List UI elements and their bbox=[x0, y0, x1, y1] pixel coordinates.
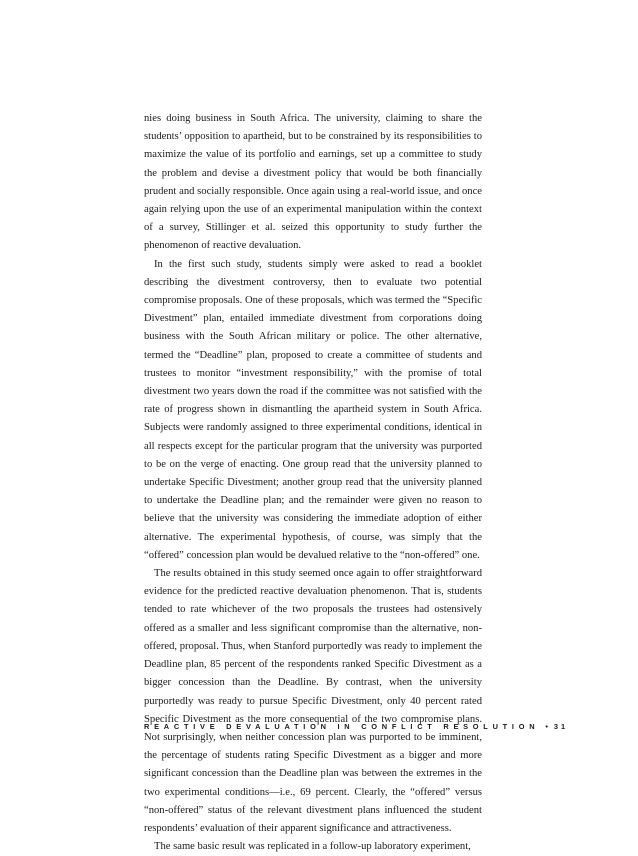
paragraph-3: The results obtained in this study seemed once again to offer straightforward evidence for the predicted reactive devaluation phenomenon. That is, students tended to rate whichever of the two proposals the trustees had ostensively offered as a smaller and less significant compromise than the alternative, non-offered, proposal. Thus, when Stanford purportedly was ready to implement the Deadline plan, 85 percent of the respondents ranked Specific Divestment as a bigger concession than the Deadline. By contrast, when the university purportedly was ready to pursue Specific Divestment, only 40 percent rated Specific Divestment as the more consequential of the two compromise plans. Not surprisingly, when neither concession plan was purported to be imminent, the percentage of students rating Specific Divestment as a bigger and more significant concession than the Deadline plan was between the extremes in the two experimental conditions—i.e., 69 percent. Clearly, the “offered” versus “non-offered” status of the relevant divestment plans influenced the student respondents’ evaluation of their apparent significance and attractiveness. bbox=[144, 568, 482, 834]
page-footer bbox=[144, 722, 569, 731]
paragraph-2: In the first such study, students simply were asked to read a booklet describing the divestment controversy, then to evaluate two potential compromise proposals. One of these proposals, which was termed the “Specific Divestment” plan, entailed immediate divestment from corporations doing business with the South African military or police. The other alternative, termed the “Deadline” plan, proposed to create a committee of students and trustees to monitor “investment responsibility,” with the promise of total divestment two years down the road if the committee was not satisfied with the rate of progress shown in dismantling the apartheid system in South Africa. Subjects were randomly assigned to three experimental conditions, identical in all respects except for the particular program that the university was purported to be on the verge of enacting. One group read that the university planned to undertake Specific Divestment; another group read that the university planned to undertake the Deadline plan; and the remainder were given no reason to believe that the university was considering the immediate adoption of either alternative. The experimental hypothesis, of course, was simply that the “offered” concession plan would be devalued relative to the “non-offered” one. bbox=[144, 258, 482, 561]
body-text bbox=[144, 110, 482, 856]
footer-separator: • bbox=[545, 722, 548, 731]
page-number: 31 bbox=[553, 722, 569, 731]
paragraph-4: The same basic result was replicated in a follow-up laboratory experiment, bbox=[154, 841, 471, 853]
paragraph-1: nies doing business in South Africa. The university, claiming to share the students’ opposition to apartheid, but to be constrained by its responsibilities to maximize the value of its portfolio and earnings, set up a committee to study the problem and devise a divestment policy that would be both financially prudent and socially responsible. Once again using a real-world issue, and once again relying upon the use of an experimental manipulation within the context of a survey, Stillinger et al. seized this opportunity to study further the phenomenon of reactive devaluation. bbox=[144, 113, 482, 252]
running-title: REACTIVE DEVALUATION IN CONFLICT RESOLUTION bbox=[144, 722, 540, 731]
footer-right bbox=[539, 722, 568, 731]
